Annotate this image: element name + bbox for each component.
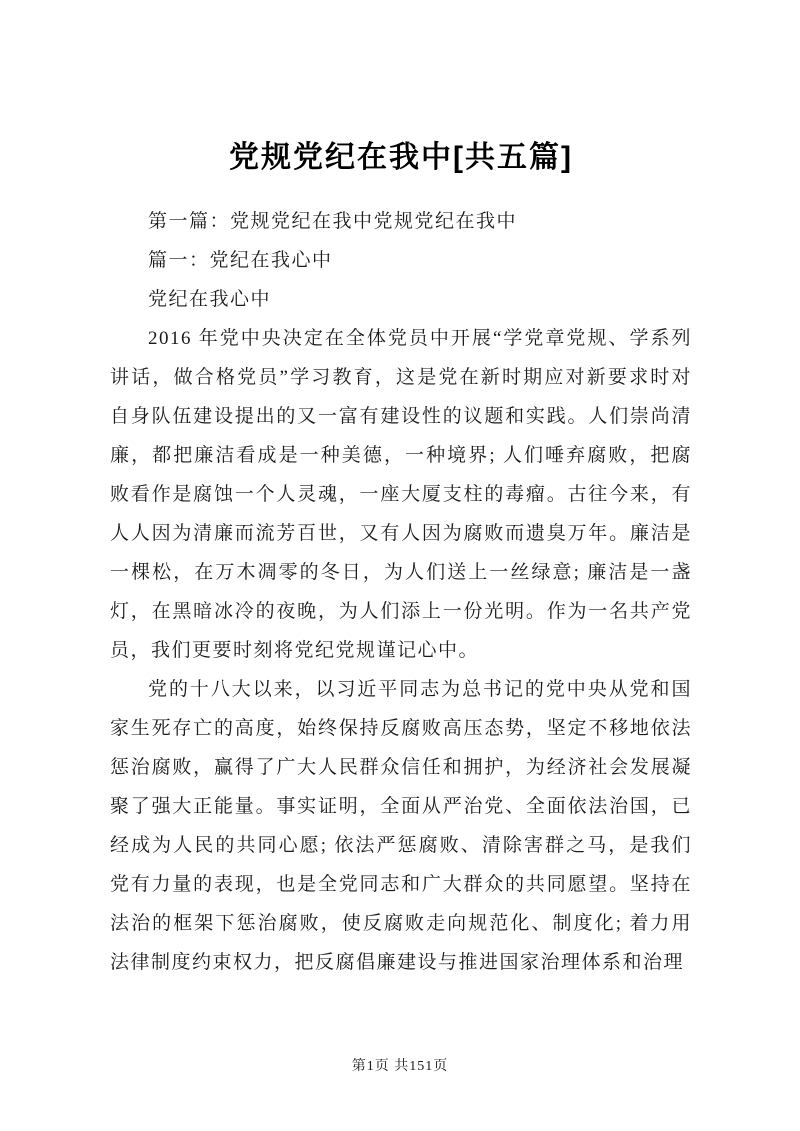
document-content bbox=[110, 132, 692, 982]
paragraph-heading-3: 党纪在我心中 bbox=[148, 289, 272, 310]
paragraph-heading-2: 篇一：党纪在我心中 bbox=[148, 250, 333, 271]
page-footer bbox=[0, 1055, 800, 1075]
paragraph-heading-1: 第一篇：党规党纪在我中党规党纪在我中 bbox=[148, 211, 518, 232]
document-title: 党规党纪在我中[共五篇] bbox=[229, 141, 573, 174]
paragraph-body-1: 2016 年党中央决定在全体党员中开展“学党章党规、学系列讲话，做合格党员”学习教育，这是党在新时期应对新要求时对自身队伍建设提出的又一富有建设性的议题和实践。人们崇尚清廉，都把廉洁看成是一种美德，一种境界; 人们唾弃腐败，把腐败看作是腐蚀一个人灵魂，一座大厦支柱的毒瘤。古往今来，有人人因为清廉而流芳百世，又有人因为腐败而遗臭万年。廉洁是一棵松，在万木凋零的冬日，为人们送上一丝绿意; 廉洁是一盏灯，在黑暗冰冷的夜晚，为人们添上一份光明。作为一名共产党员，我们更要时刻将党纪党规谨记心中。 bbox=[110, 328, 692, 661]
paragraph-body-2: 党的十八大以来，以习近平同志为总书记的党中央从党和国家生死存亡的高度，始终保持反腐败高压态势，坚定不移地依法惩治腐败，赢得了广大人民群众信任和拥护，为经济社会发展凝聚了强大正能量。事实证明，全面从严治党、全面依法治国，已经成为人民的共同心愿; 依法严惩腐败、清除害群之马，是我们党有力量的表现，也是全党同志和广大群众的共同愿望。坚持在法治的框架下惩治腐败，使反腐败走向规范化、制度化; 着力用法律制度约束权力，把反腐倡廉建设与推进国家治理体系和治理 bbox=[110, 679, 692, 973]
page-number-text: 第1页 共151页 bbox=[351, 1059, 449, 1074]
